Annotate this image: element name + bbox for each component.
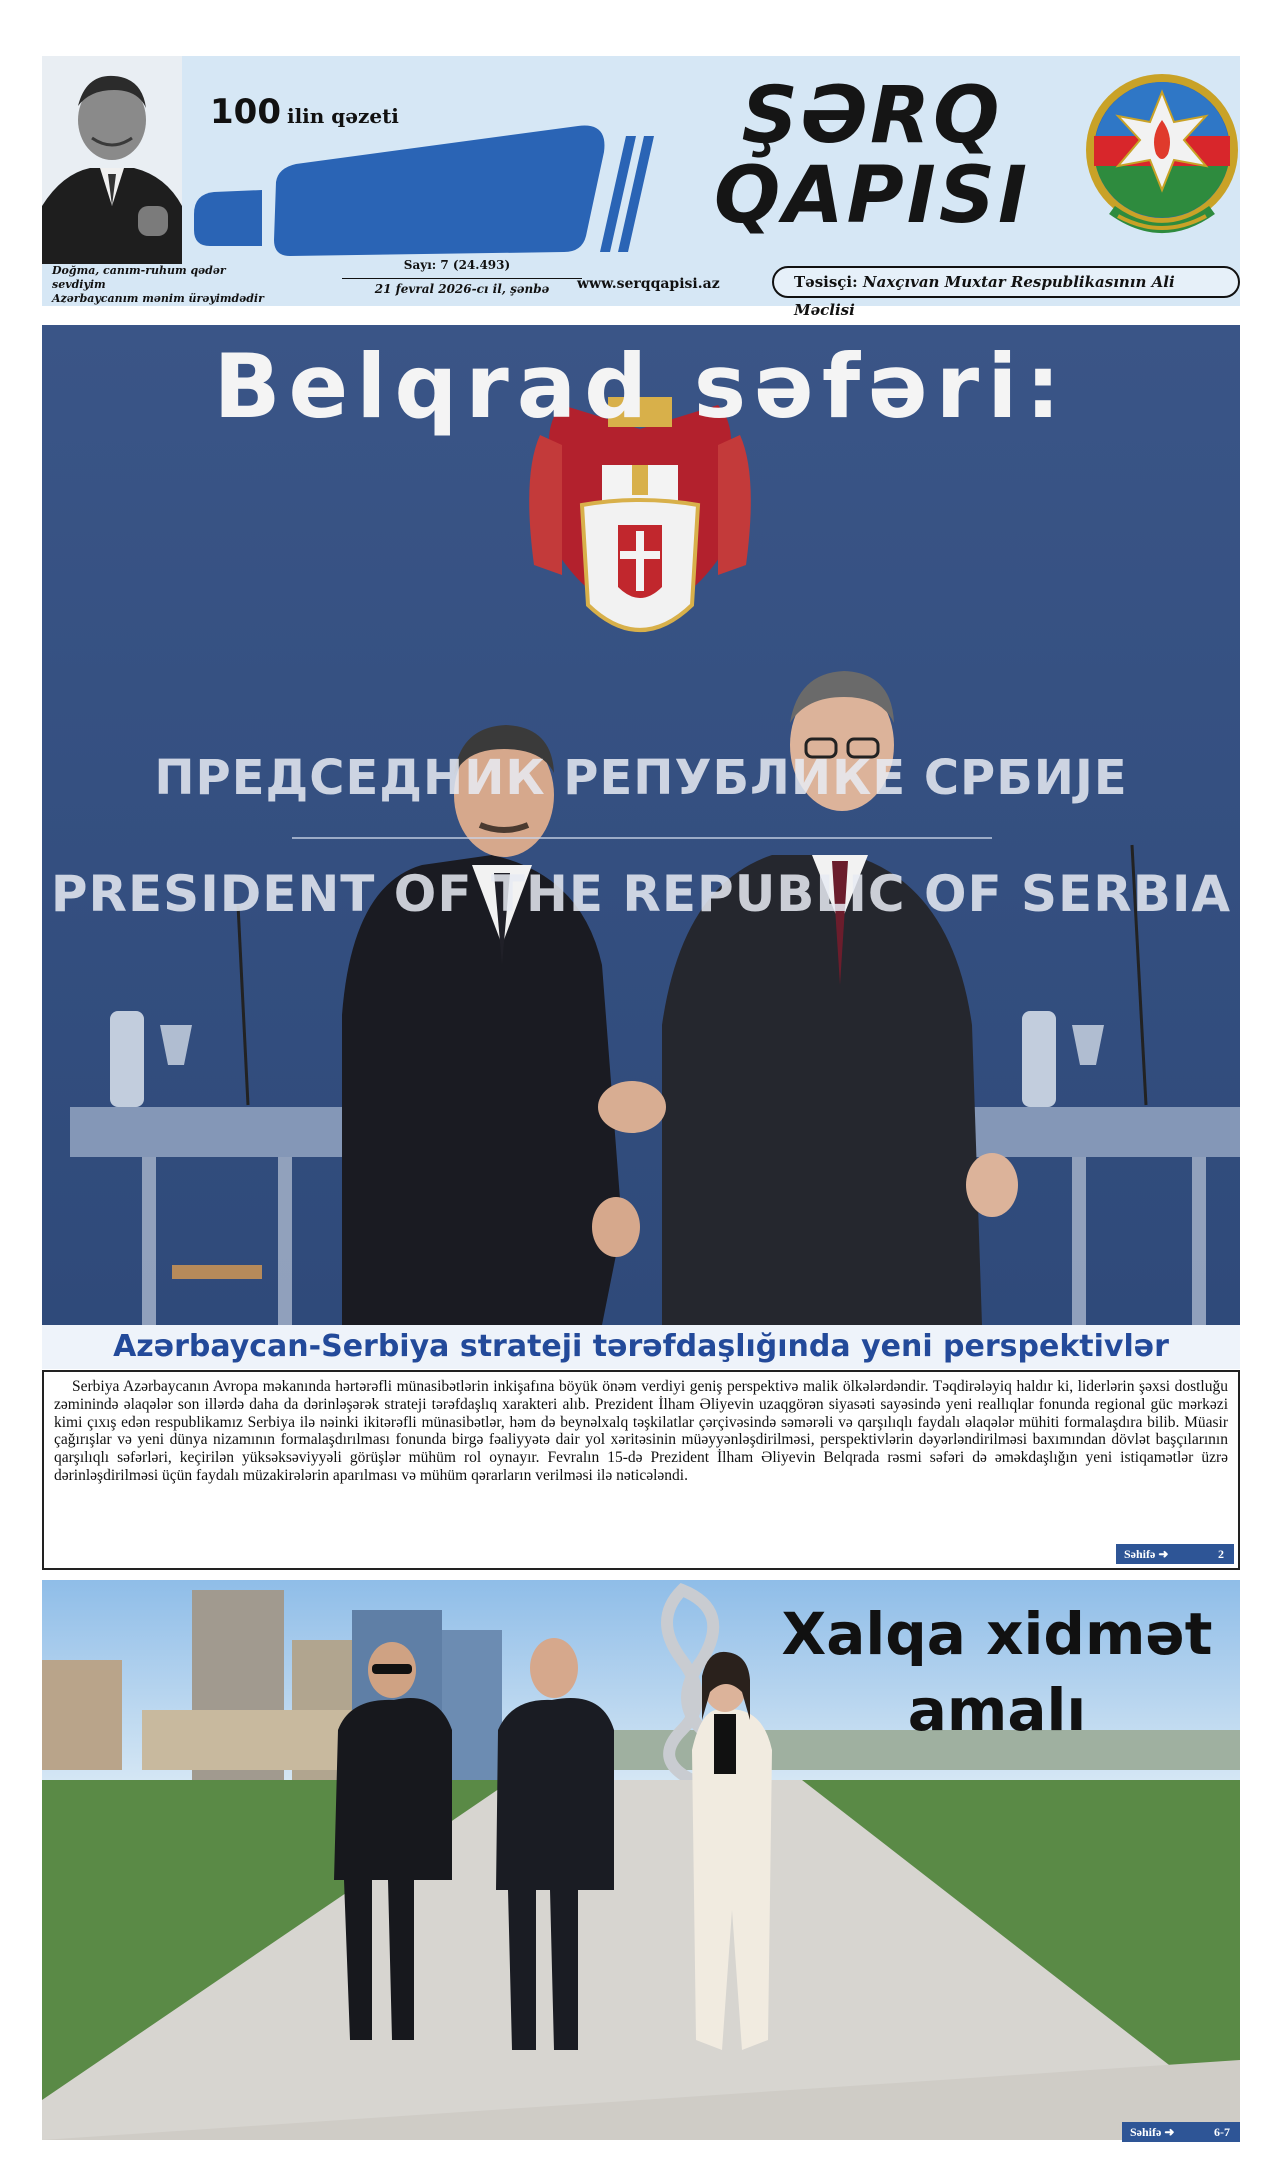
motto-line-1: Doğma, canım-ruhum qədər sevdiyim (52, 264, 226, 291)
backdrop-sign-divider (292, 837, 992, 839)
page-jump-button-2[interactable] (1122, 2122, 1240, 2142)
arrow-right-icon: ➜ (1164, 2125, 1175, 2139)
website-link[interactable]: www.serqqapisi.az (577, 276, 720, 292)
sub-headline: Azərbaycan-Serbiya strateji tərəfdaşlığında yeni perspektivlər (42, 1325, 1240, 1369)
jump-label-2: Səhifə (1130, 2125, 1162, 2139)
issue-number: Sayı: 7 (24.493) (403, 258, 511, 272)
backdrop-sign-cyrillic: ПРЕДСЕДНИК РЕПУБЛИКЕ СРБИЈЕ (154, 750, 1128, 806)
backdrop-sign-latin: PRESIDENT OF THE REPUBLIC OF SERBIA (50, 865, 1232, 923)
main-article (42, 1370, 1240, 1570)
second-headline-line-2: amalı (907, 1676, 1087, 1744)
masthead (42, 56, 1240, 319)
jump-page-number: 2 (1218, 1547, 1224, 1561)
second-story-photo (42, 1580, 1240, 2140)
founder-portrait-image (42, 56, 182, 264)
handshake-photo (42, 325, 1240, 1325)
motto-line-2: Azərbaycanım mənim ürəyimdədir (52, 292, 264, 305)
masthead-meta-row (42, 256, 1240, 319)
title-line-2: QAPISI (713, 151, 1031, 241)
page-jump-button[interactable] (1116, 1544, 1234, 1564)
century-badge (210, 92, 399, 132)
article-body: Serbiya Azərbaycanın Avropa məkanında hərtərəfli münasibətlərin inkişafına böyük önəm verdiyi geniş perspektivə malik ölkələrdəndir. Təqdirələyiq haldır ki, liderlərin şəxsi dostluğu zəminində əlaqələr son illərdə daha da dərinləşərək strateji tərəfdaşlıq xarakteri alıb. Prezident İlham Əliyevin uzaqgörən siyasəti sayəsində yeni reallıqlar fonunda regional güc mərkəzi kimi çıxış edən respublikamız Serbiya ilə nəinki ikitərəfli münasibətlər, həm də beynəlxalq təşkilatlar çərçivəsində səmərəli və qarşılıqlı faydalı əlaqələr mühiti formalaşdıra bilib. Müasir çağırışlar və yeni dünya nizamının formalaşdırılması fonunda birgə fəaliyyətə dair yol xəritəsinin müəyyənləşdirilməsi, perspektivlərin dəyərləndirilməsi baxımından dövlət başçılarının qarşılıqlı səfərləri, keçirilən yüksəksəviyyəli görüşlər mühüm rol oynayır. Fevralın 15-də Prezident İlham Əliyevin Belqrada rəsmi səfəri də əməkdaşlığın yeni istiqamətlər üzrə dərinləşdirilməsi üçün faydalı müzakirələrin aparılması və mühüm qərarların verilməsi ilə nəticələndi. (54, 1378, 1228, 1484)
newspaper-title (662, 71, 1082, 241)
issue-divider (342, 278, 582, 279)
century-number: 100 (210, 92, 281, 132)
founder-value: Naxçıvan Muxtar Respublikasının Ali Məclisi (794, 273, 1175, 319)
issue-date: 21 fevral 2026-cı il, şənbə (374, 282, 550, 296)
second-headline-line-1: Xalqa xidmət (781, 1600, 1213, 1668)
arrow-right-icon: ➜ (1158, 1547, 1169, 1561)
century-text: ilin qəzeti (286, 104, 399, 128)
national-emblem-icon (1082, 70, 1242, 246)
title-line-1: ŞƏRQ (741, 71, 1003, 161)
jump-page-number-2: 6-7 (1214, 2125, 1230, 2139)
second-headline (762, 1596, 1232, 1748)
main-story-photo (42, 325, 1240, 1325)
founder-box (772, 266, 1240, 319)
jump-label: Səhifə (1124, 1547, 1156, 1561)
founder-label: Təsisçi: (794, 273, 858, 291)
main-headline: Belqrad səfəri: (213, 335, 1069, 438)
